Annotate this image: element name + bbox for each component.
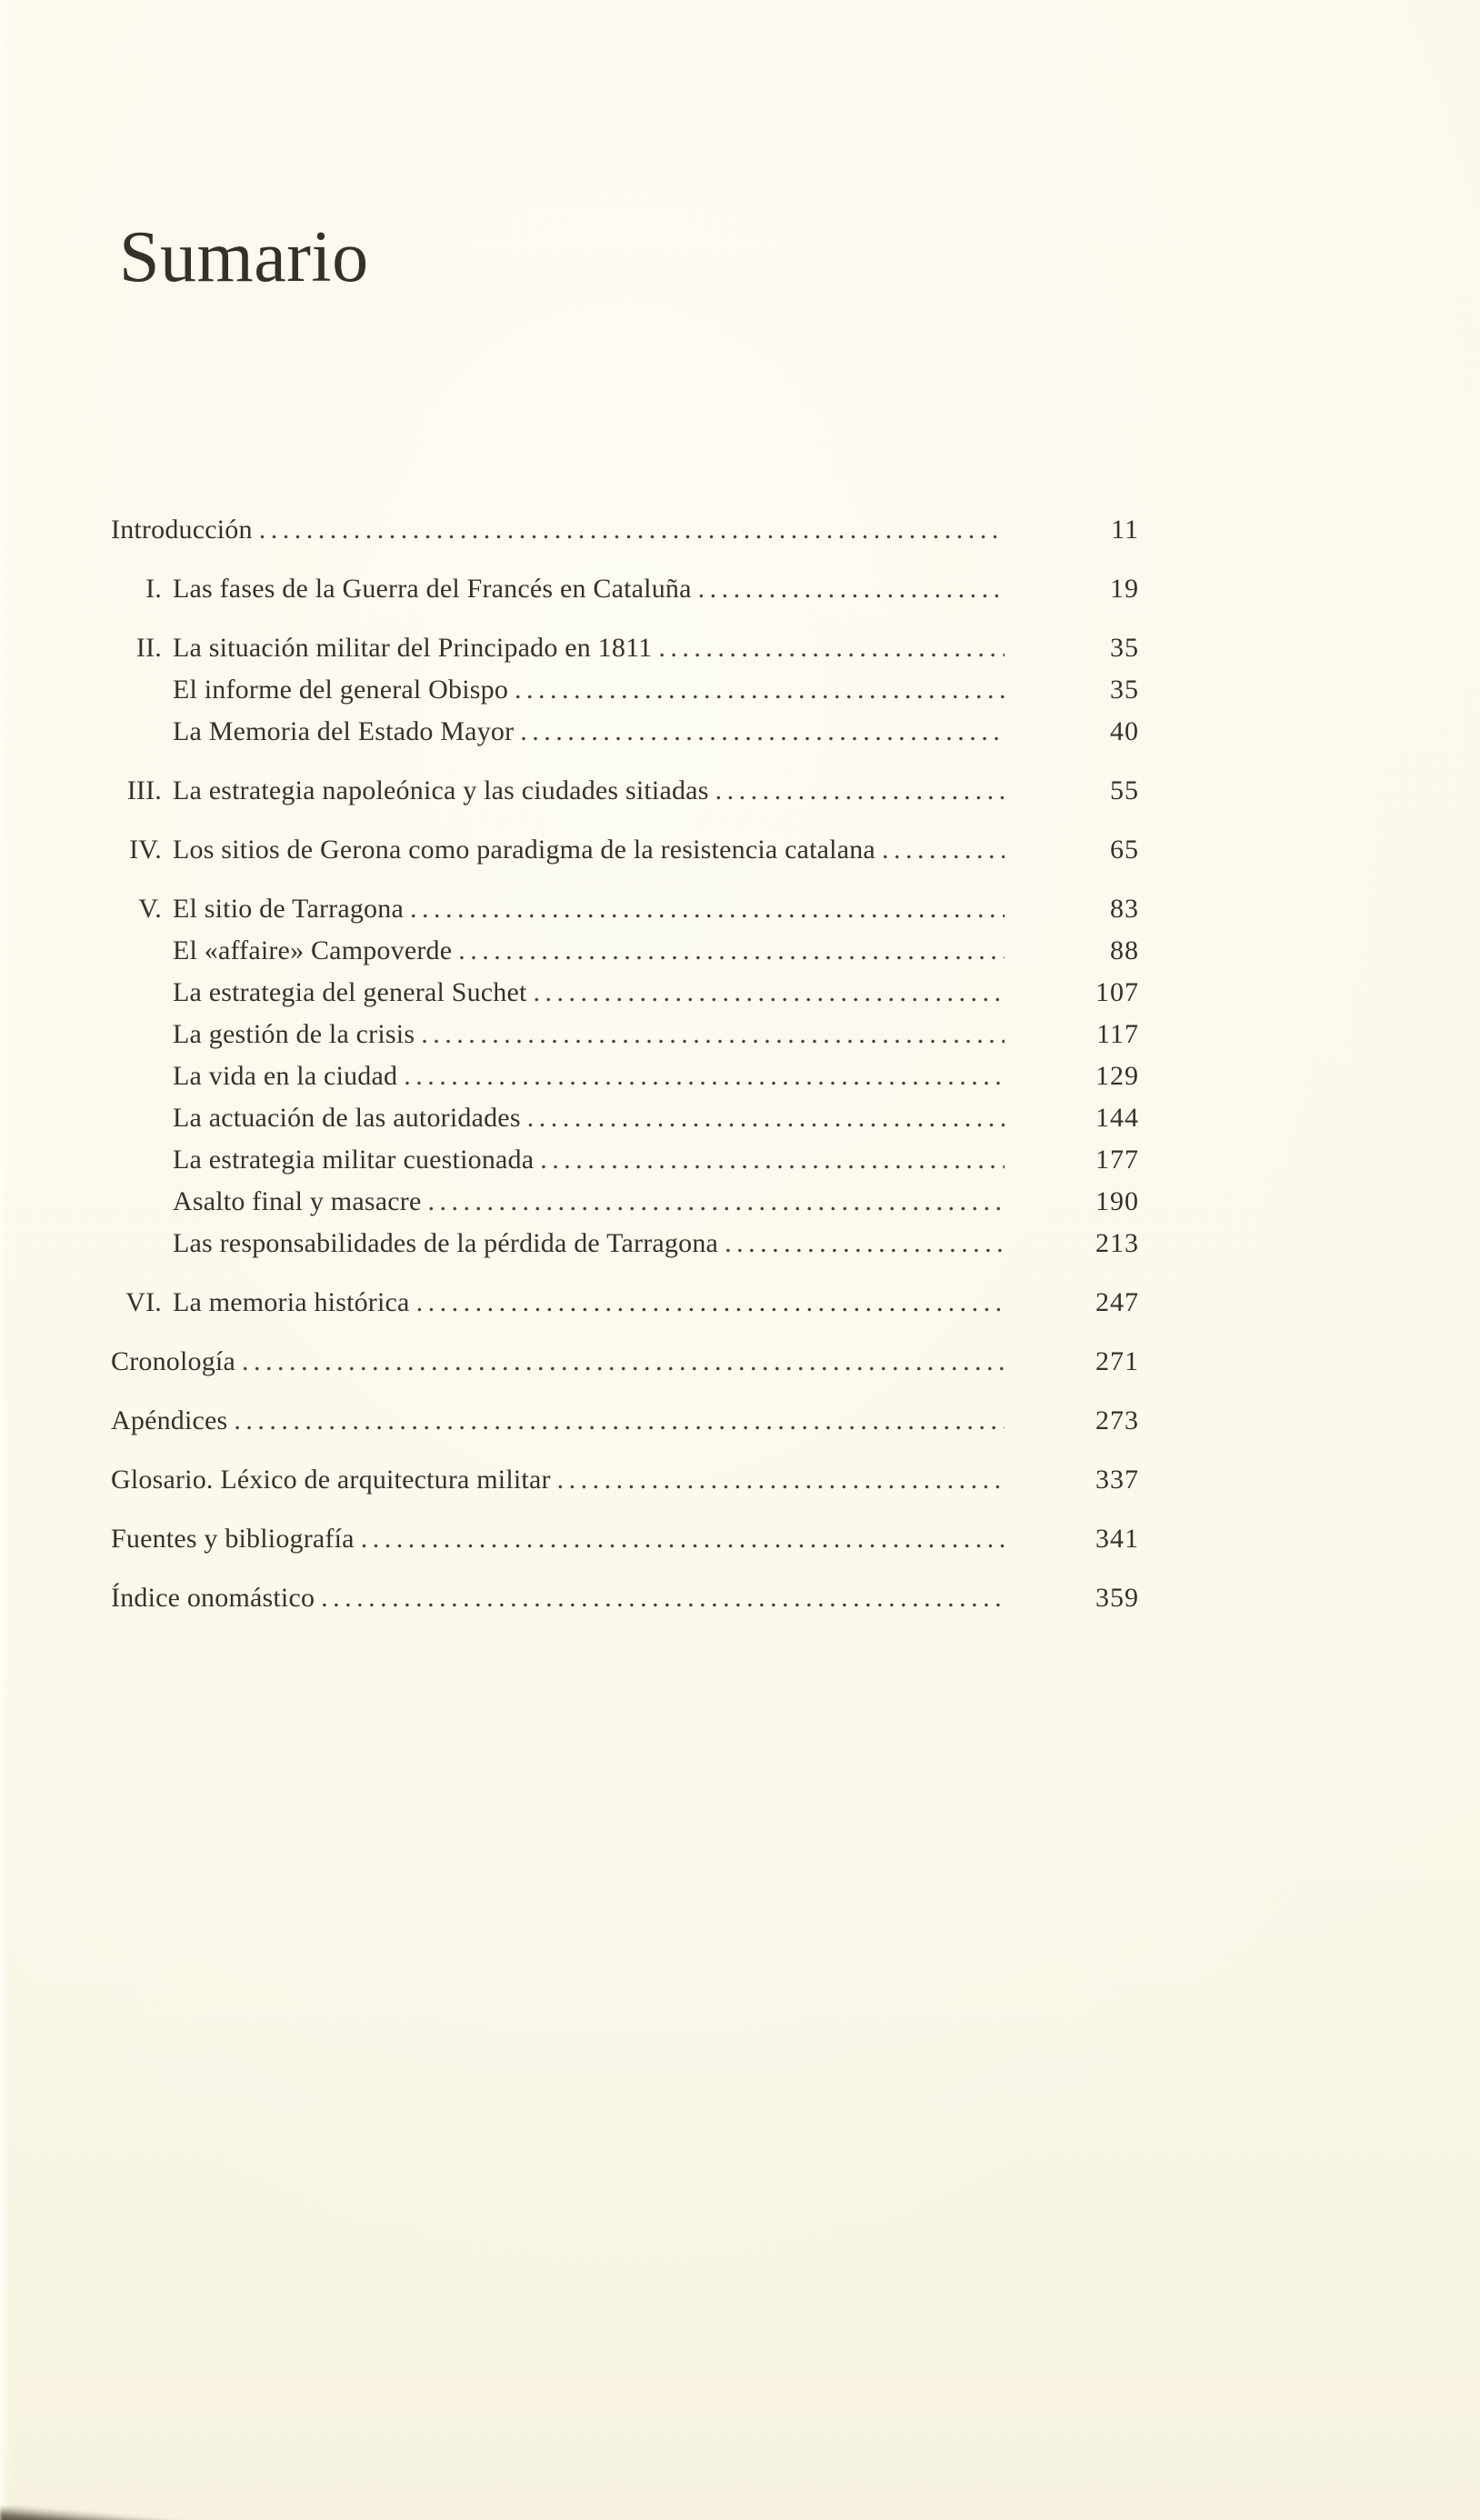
- toc-entry-label: La estrategia del general Suchet: [173, 977, 527, 1007]
- page-title: Sumario: [119, 217, 369, 297]
- dot-leader: [725, 1223, 1005, 1265]
- toc-page-number: 213: [1095, 1228, 1139, 1258]
- table-of-contents: [102, 509, 1139, 1619]
- toc-page-number: 35: [1110, 675, 1139, 705]
- dot-leader: [361, 1518, 1005, 1560]
- dot-leader: [534, 972, 1005, 1014]
- toc-page-number: 107: [1095, 977, 1139, 1007]
- toc-entry-label: Las responsabilidades de la pérdida de Tarragona: [173, 1228, 719, 1258]
- dot-leader: [410, 888, 1005, 930]
- toc-row: [102, 1097, 1139, 1139]
- toc-entry-label: La actuación de las autoridades: [173, 1103, 521, 1133]
- toc-page-number: 359: [1095, 1583, 1139, 1613]
- scan-corner-shadow: [0, 2506, 182, 2520]
- toc-chapter-numeral: III.: [126, 775, 162, 805]
- toc-entry-label: La estrategia militar cuestionada: [173, 1145, 535, 1175]
- dot-leader: [520, 711, 1005, 753]
- toc-row: [102, 1341, 1139, 1383]
- toc-row: [102, 770, 1139, 812]
- toc-row: [102, 627, 1139, 669]
- toc-row: [102, 1223, 1139, 1265]
- toc-page-number: 117: [1096, 1019, 1139, 1049]
- toc-page-number: 177: [1095, 1145, 1139, 1175]
- dot-leader: [515, 669, 1005, 711]
- dot-leader: [527, 1097, 1005, 1139]
- toc-page-number: 40: [1110, 716, 1139, 746]
- toc-page-number: 19: [1110, 574, 1139, 604]
- toc-row: [102, 829, 1139, 871]
- dot-leader: [427, 1181, 1005, 1223]
- toc-entry-label: La estrategia napoleónica y las ciudades sitiadas: [173, 775, 709, 805]
- toc-row: [102, 509, 1139, 551]
- toc-page-number: 83: [1110, 894, 1139, 924]
- toc-entry-label: La vida en la ciudad: [173, 1061, 398, 1091]
- toc-row: [102, 568, 1139, 610]
- toc-entry-label: El informe del general Obispo: [173, 675, 509, 705]
- toc-page-number: 129: [1095, 1061, 1139, 1091]
- dot-leader: [404, 1055, 1005, 1097]
- toc-entry-label: Apéndices: [111, 1405, 228, 1435]
- toc-entry-label: La Memoria del Estado Mayor: [173, 716, 515, 746]
- toc-page-number: 65: [1110, 835, 1139, 865]
- toc-entry-label: Las fases de la Guerra del Francés en Cataluña: [173, 574, 692, 604]
- toc-page-number: 88: [1110, 935, 1139, 965]
- toc-chapter-numeral: VI.: [125, 1287, 162, 1317]
- dot-leader: [715, 770, 1005, 812]
- toc-page-number: 273: [1095, 1405, 1139, 1435]
- toc-entry-label: Cronología: [111, 1346, 235, 1376]
- dot-leader: [234, 1400, 1005, 1442]
- toc-page-number: 341: [1095, 1524, 1139, 1554]
- dot-leader: [540, 1139, 1005, 1181]
- toc-chapter-numeral: V.: [138, 894, 162, 924]
- toc-row: [102, 1139, 1139, 1181]
- toc-entry-label: Fuentes y bibliografía: [111, 1524, 355, 1554]
- toc-row: [102, 1459, 1139, 1501]
- toc-chapter-numeral: II.: [135, 633, 162, 663]
- dot-leader: [321, 1577, 1005, 1619]
- toc-page-number: 35: [1110, 633, 1139, 663]
- toc-page-number: 247: [1095, 1287, 1139, 1317]
- toc-page-number: 55: [1110, 775, 1139, 805]
- toc-chapter-numeral: I.: [145, 574, 162, 604]
- toc-row: [102, 711, 1139, 753]
- dot-leader: [259, 509, 1005, 551]
- dot-leader: [242, 1341, 1005, 1383]
- dot-leader: [557, 1459, 1005, 1501]
- toc-entry-label: La gestión de la crisis: [173, 1019, 415, 1049]
- dot-leader: [416, 1282, 1005, 1324]
- toc-page-number: 190: [1095, 1186, 1139, 1216]
- toc-row: [102, 1400, 1139, 1442]
- scan-edge-highlight: [0, 0, 11, 2520]
- dot-leader: [421, 1014, 1005, 1055]
- dot-leader: [882, 829, 1005, 871]
- toc-row: [102, 1282, 1139, 1324]
- toc-entry-label: Asalto final y masacre: [173, 1186, 422, 1216]
- toc-row: [102, 669, 1139, 711]
- dot-leader: [458, 930, 1005, 972]
- toc-chapter-numeral: IV.: [129, 835, 162, 865]
- toc-row: [102, 930, 1139, 972]
- toc-entry-label: La memoria histórica: [173, 1287, 410, 1317]
- toc-row: [102, 1577, 1139, 1619]
- toc-entry-label: Introducción: [111, 515, 253, 545]
- dot-leader: [658, 627, 1005, 669]
- toc-entry-label: El «affaire» Campoverde: [173, 935, 453, 965]
- toc-entry-label: Índice onomástico: [111, 1583, 315, 1613]
- toc-entry-label: La situación militar del Principado en 1811: [173, 633, 653, 663]
- toc-entry-label: Los sitios de Gerona como paradigma de la resistencia catalana: [173, 835, 875, 865]
- toc-page-number: 337: [1095, 1465, 1139, 1495]
- toc-entry-label: El sitio de Tarragona: [173, 894, 404, 924]
- toc-row: [102, 1014, 1139, 1055]
- toc-page-number: 11: [1111, 515, 1139, 545]
- toc-row: [102, 1181, 1139, 1223]
- toc-page-number: 144: [1095, 1103, 1139, 1133]
- toc-row: [102, 1055, 1139, 1097]
- toc-row: [102, 1518, 1139, 1560]
- toc-row: [102, 888, 1139, 930]
- dot-leader: [698, 568, 1005, 610]
- toc-page-number: 271: [1095, 1346, 1139, 1376]
- toc-entry-label: Glosario. Léxico de arquitectura militar: [111, 1465, 551, 1495]
- toc-row: [102, 972, 1139, 1014]
